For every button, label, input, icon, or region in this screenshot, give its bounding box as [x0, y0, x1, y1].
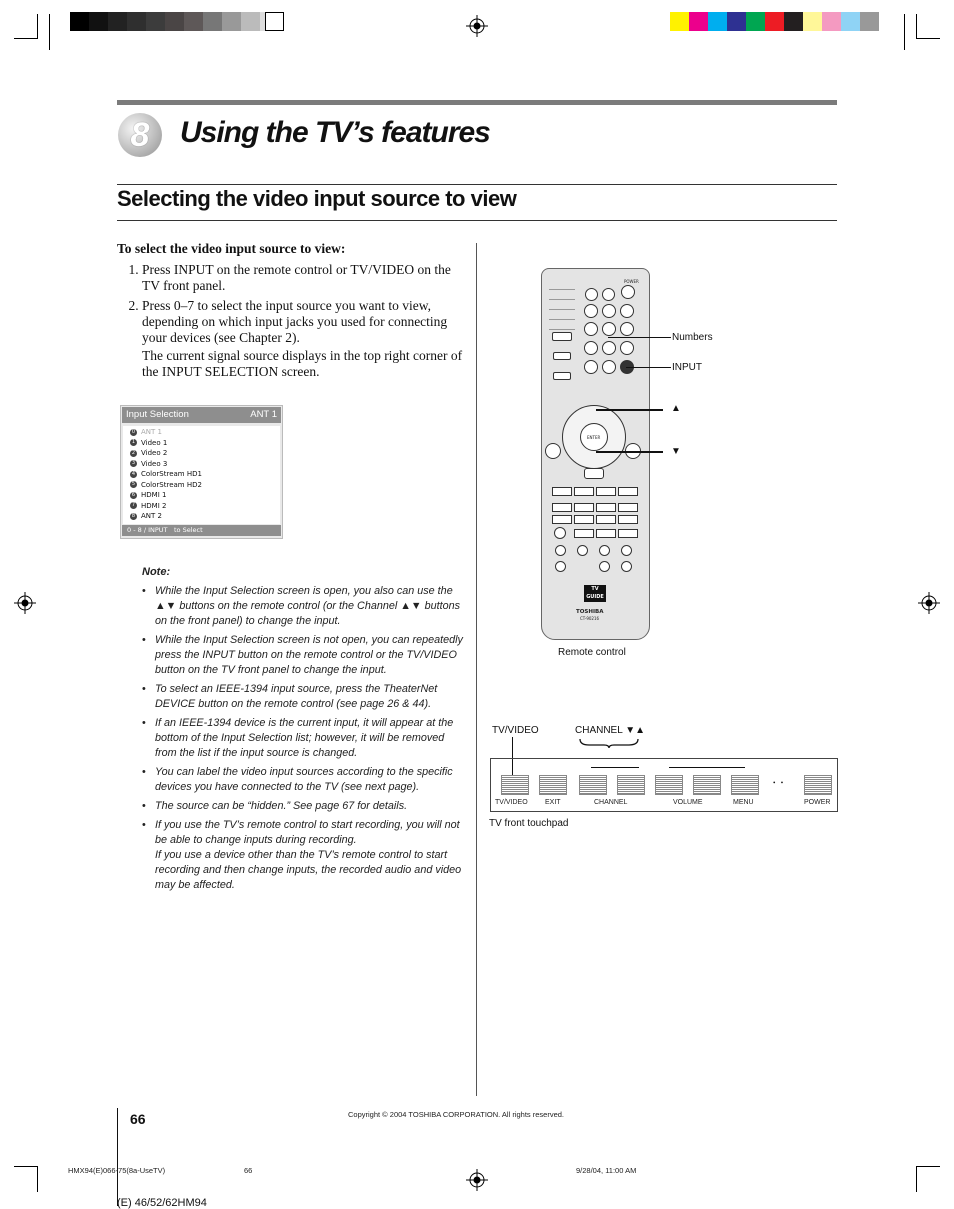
- step-item: 1. Press INPUT on the remote control or TV/VIDEO on the TV front panel.: [142, 262, 467, 294]
- osd-row: 8 ANT 2: [131, 512, 162, 520]
- note-item: • While the Input Selection screen is not open, you can repeatedly press the INPUT button on the remote control or the TV/VIDEO button on the TV front panel to change the input.: [155, 633, 464, 678]
- remote-button-icon: [618, 515, 638, 524]
- enter-button-icon: [580, 423, 608, 451]
- note-item: • If you use the TV’s remote control to start recording, you will not be able to change inputs during recording. If you use a device other than the TV’s remote control to start recording and then change inputs, the recorded audio and video may be affected.: [155, 818, 464, 893]
- remote-button-icon: [554, 527, 566, 539]
- channel-label: CHANNEL ▼▲: [575, 725, 645, 736]
- channel-up-touch-button: [617, 775, 645, 795]
- remote-button-icon: [577, 545, 588, 556]
- menu-touch-button: [731, 775, 759, 795]
- remote-button-icon: [599, 561, 610, 572]
- footer-rule: [117, 1108, 118, 1206]
- remote-model: CT-90216: [580, 616, 600, 621]
- crop-mark: [916, 14, 917, 38]
- osd-title: Input Selection: [126, 409, 189, 420]
- osd-footer-text: to Select: [174, 526, 203, 534]
- note-block: [142, 565, 464, 897]
- remote-button-icon: [621, 561, 632, 572]
- file-page: 66: [244, 1166, 253, 1175]
- osd-footer-keys: 0 - 8 / INPUT: [127, 526, 168, 534]
- channel-brace-icon: [579, 737, 639, 749]
- number-key-icon: [584, 304, 598, 318]
- number-key-icon: [584, 322, 598, 336]
- remote-power-label: POWER: [624, 279, 639, 284]
- section-title: Selecting the video input source to view: [117, 186, 517, 211]
- note-heading: Note:: [142, 566, 171, 578]
- touchpad-label: VOLUME: [673, 799, 703, 806]
- file-name: HMX94(E)066-75(8a-UseTV): [68, 1166, 166, 1175]
- crop-mark: [37, 1166, 38, 1192]
- input-selection-screen: [120, 405, 283, 539]
- chapter-top-bar: [117, 100, 837, 105]
- remote-button-icon: [552, 487, 572, 496]
- mode-button-icon: [552, 332, 572, 341]
- touchpad-label: POWER: [804, 799, 831, 806]
- remote-button-icon: [555, 545, 566, 556]
- remote-caption: Remote control: [558, 647, 626, 658]
- power-icon: [621, 285, 635, 299]
- crop-mark: [37, 14, 38, 38]
- chapter-number: 8: [130, 116, 150, 154]
- osd-header: [122, 407, 281, 423]
- remote-button-icon: [555, 561, 566, 572]
- tvvideo-touch-button: [501, 775, 529, 795]
- remote-button-icon: [574, 529, 594, 538]
- osd-row: 7 HDMI 2: [131, 501, 167, 510]
- note-item: • You can label the video input sources according to the specific devices you have connected to the TV (see next page).: [155, 765, 464, 795]
- osd-row: 6 HDMI 1: [131, 491, 167, 499]
- remote-control-illustration: [541, 268, 650, 640]
- crop-mark: [49, 14, 50, 50]
- remote-button-icon: [621, 545, 632, 556]
- osd-source-list: [123, 426, 280, 524]
- print-date: 9/28/04, 11:00 AM: [576, 1166, 637, 1175]
- crop-mark: [916, 38, 940, 39]
- section-rule-bottom: [117, 220, 837, 221]
- menu-button-icon: [553, 372, 571, 380]
- chapter-title: Using the TV’s features: [180, 116, 490, 149]
- touchpad-label: EXIT: [545, 799, 561, 806]
- crop-mark: [904, 14, 905, 50]
- volume-down-touch-button: [655, 775, 683, 795]
- registration-target-icon: [466, 15, 488, 37]
- front-touchpad: [490, 758, 838, 812]
- remote-button-icon: [596, 487, 616, 496]
- number-key-icon: [620, 341, 634, 355]
- recall-button-icon: [553, 352, 571, 360]
- tvvideo-label: TV/VIDEO: [492, 725, 539, 736]
- callout-line: [608, 337, 671, 338]
- volume-up-touch-button: [693, 775, 721, 795]
- note-item: • If an IEEE-1394 device is the current input, it will appear at the bottom of the Input Selection list; however, it will be removed from the list if the input source is changed.: [155, 716, 464, 761]
- osd-row: 5 ColorStream HD2: [131, 480, 202, 489]
- touchpad-caption: TV front touchpad: [489, 818, 569, 829]
- channel-down-touch-button: [579, 775, 607, 795]
- step-text: Press 0–7 to select the input source you want to view, depending on which input jacks you used for connecting your devices (see Chapter 2).: [142, 298, 448, 345]
- mute-button-icon: [584, 468, 604, 479]
- note-list: [142, 584, 464, 893]
- remote-button-icon: [552, 515, 572, 524]
- remote-button-icon: [574, 487, 594, 496]
- exit-touch-button: [539, 775, 567, 795]
- osd-row: 3 Video 3: [131, 459, 168, 468]
- registration-target-icon: [918, 592, 940, 614]
- osd-footer: [122, 525, 281, 536]
- crop-mark: [14, 38, 38, 39]
- callout-up: ▲: [671, 403, 681, 414]
- callout-line: [596, 451, 663, 453]
- osd-row: 4 ColorStream HD1: [131, 470, 202, 478]
- number-key-icon: [602, 322, 616, 336]
- osd-row: 0 ANT 1: [131, 428, 162, 436]
- page-number: 66: [130, 1111, 146, 1127]
- crop-mark: [14, 1166, 38, 1167]
- instructions-heading: To select the video input source to view:: [117, 241, 346, 256]
- channel-indicator-line: [591, 767, 639, 768]
- note-item: • The source can be “hidden.” See page 67 for details.: [155, 799, 464, 814]
- callout-line: [626, 367, 671, 368]
- instructions: [117, 241, 467, 384]
- callout-line: [596, 409, 663, 411]
- column-divider: [476, 243, 477, 1096]
- volume-indicator-line: [669, 767, 745, 768]
- touchpad-label: CHANNEL: [594, 799, 628, 806]
- number-key-icon: [602, 304, 616, 318]
- note-item: • To select an IEEE-1394 input source, press the TheaterNet DEVICE button on the remote control (see page 26 & 44).: [155, 682, 464, 712]
- osd-current-source: ANT 1: [250, 409, 277, 420]
- number-key-icon: [584, 341, 598, 355]
- tv-guide-logo: TV GUIDE: [584, 585, 606, 602]
- registration-target-icon: [466, 1169, 488, 1191]
- note-item: • While the Input Selection screen is open, you also can use the ▲▼ buttons on the remote control (or the Channel ▲▼ buttons on the front panel) to change the input.: [155, 584, 464, 629]
- steps-list: [117, 262, 467, 380]
- remote-button-icon: [599, 545, 610, 556]
- indicator-dots: • •: [773, 779, 784, 787]
- remote-button-icon: [552, 503, 572, 512]
- callout-input: INPUT: [672, 362, 702, 373]
- osd-row: 2 Video 2: [131, 449, 168, 457]
- remote-button-icon: [574, 515, 594, 524]
- callout-down: ▼: [671, 446, 681, 457]
- sleep-button-icon: [602, 288, 615, 301]
- remote-button-icon: [596, 515, 616, 524]
- registration-target-icon: [14, 592, 36, 614]
- touchpad-label: TV/VIDEO: [495, 799, 528, 806]
- number-key-icon: [620, 304, 634, 318]
- ent-key-icon: [584, 360, 598, 374]
- remote-button-icon: [596, 503, 616, 512]
- remote-brand: TOSHIBA: [576, 609, 604, 615]
- channel-button-icon: [545, 443, 561, 459]
- light-button-icon: [585, 288, 598, 301]
- copyright: Copyright © 2004 TOSHIBA CORPORATION. All rights reserved.: [348, 1110, 565, 1119]
- power-touch-button: [804, 775, 832, 795]
- remote-button-icon: [618, 487, 638, 496]
- number-key-icon: [620, 322, 634, 336]
- number-key-icon: [602, 341, 616, 355]
- remote-button-icon: [596, 529, 616, 538]
- crop-mark: [916, 1166, 940, 1167]
- remote-button-icon: [618, 503, 638, 512]
- callout-numbers: Numbers: [672, 332, 713, 343]
- enter-label: ENTER: [587, 435, 601, 440]
- osd-row: 1 Video 1: [131, 438, 168, 447]
- number-key-icon: [602, 360, 616, 374]
- step-extra: The current signal source displays in the top right corner of the INPUT SELECTION screen.: [142, 348, 463, 379]
- touchpad-label: MENU: [733, 799, 754, 806]
- remote-button-icon: [618, 529, 638, 538]
- model-number: (E) 46/52/62HM94: [117, 1197, 207, 1209]
- remote-button-icon: [574, 503, 594, 512]
- step-item: [142, 298, 467, 380]
- section-rule-top: [117, 184, 837, 185]
- crop-mark: [916, 1166, 917, 1192]
